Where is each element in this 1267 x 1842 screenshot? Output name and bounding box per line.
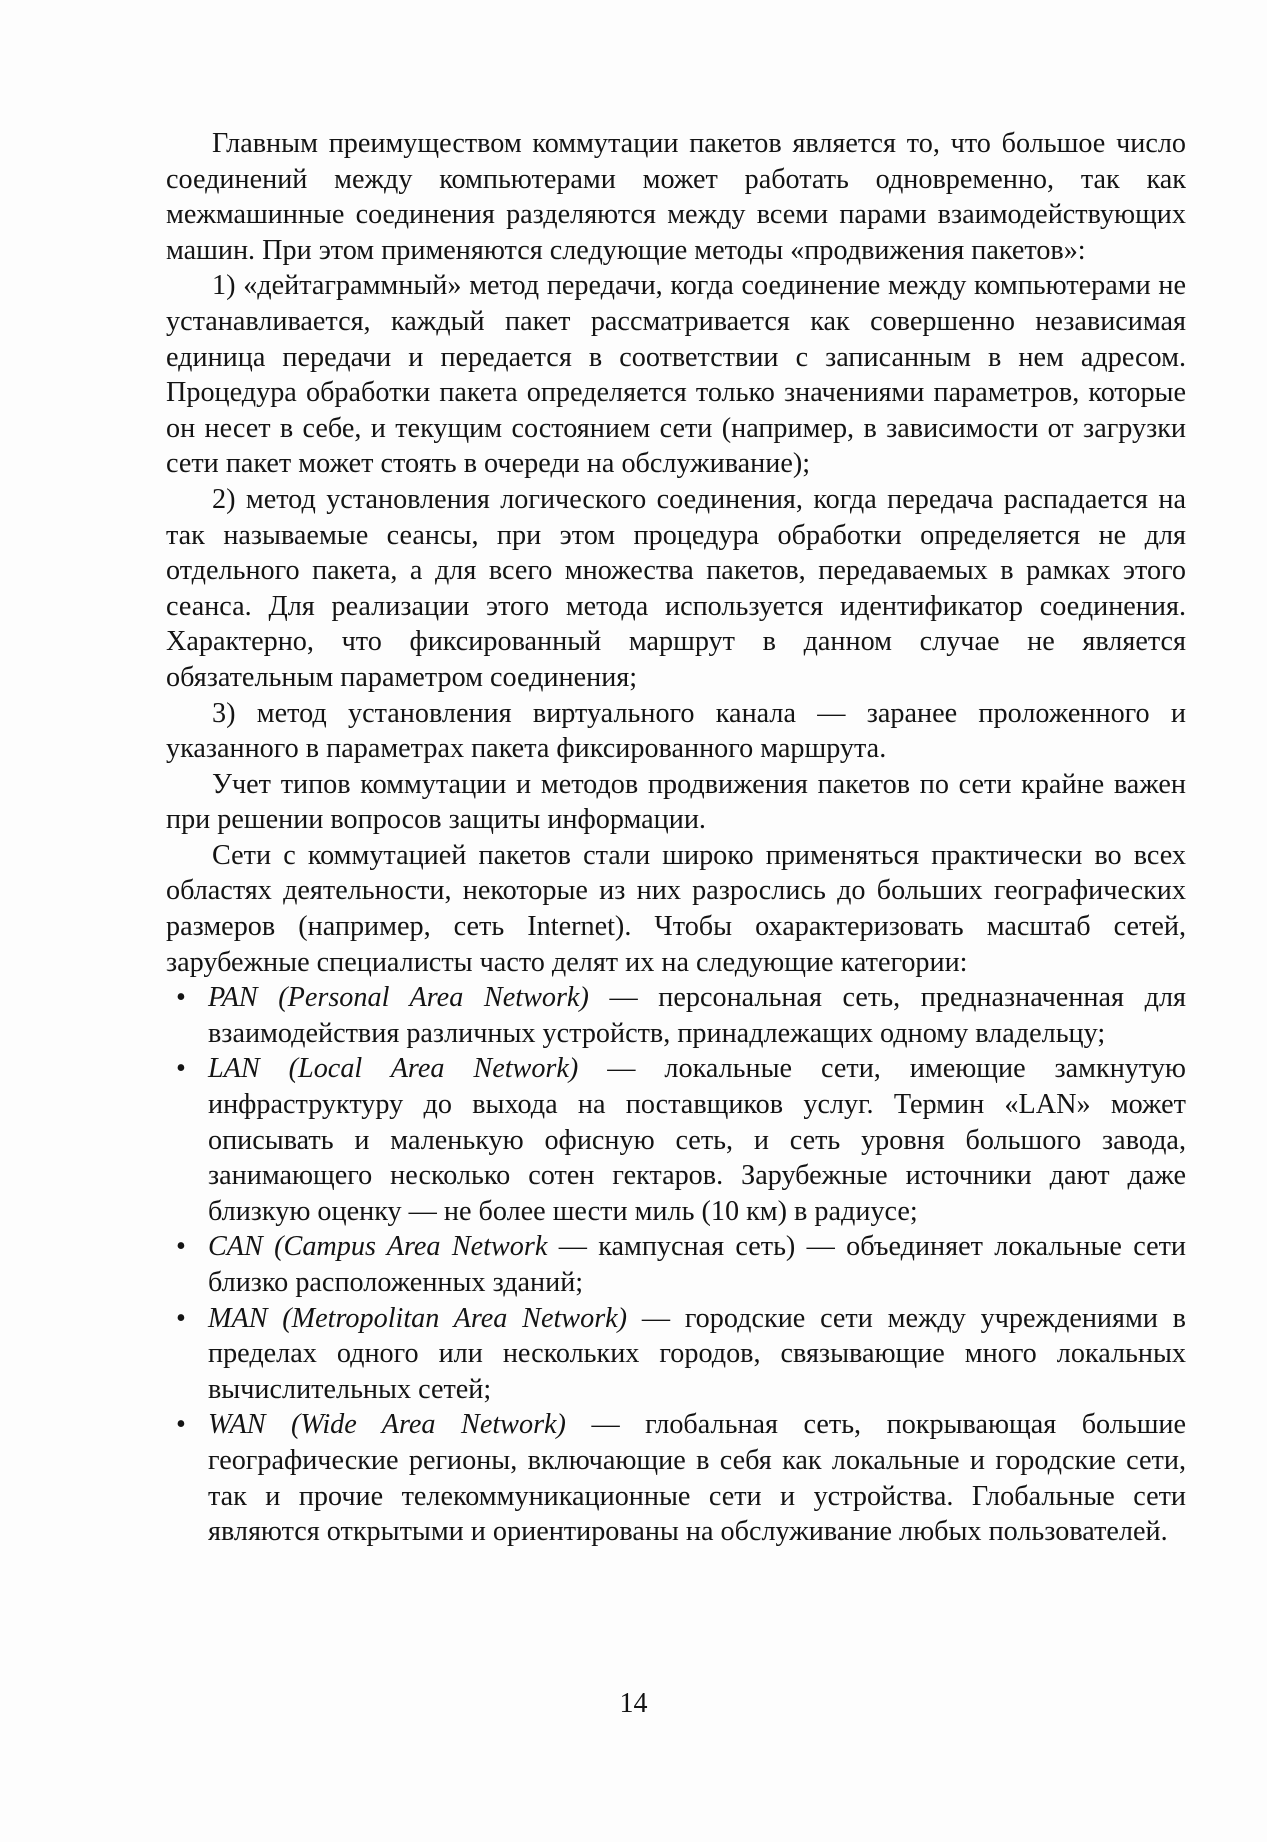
bullet-icon: • <box>176 1302 186 1334</box>
list-item-can <box>166 1229 1186 1300</box>
bullet-icon: • <box>176 1409 186 1441</box>
term-wan: WAN (Wide Area Network) <box>208 1409 566 1441</box>
method-item-2: 2) метод установления логического соединения, когда передача распадается на так называемые сеансы, при этом процедура обработки определяется не для отдельного пакета, а для всего множества пакетов, передаваемых в рамках этого сеанса. Для реализации этого метода используется идентификатор соединения. Характерно, что фиксированный маршрут в данном случае не является обязательным параметром соединения; <box>166 483 1186 693</box>
bullet-icon: • <box>176 1053 186 1085</box>
page-body <box>166 126 1186 1550</box>
term-lan: LAN (Local Area Network) <box>208 1053 579 1085</box>
method-item-1: 1) «дейтаграммный» метод передачи, когда соединение между компьютерами не устанавливается, каждый пакет рассматривается как совершенно независимая единица передачи и передается в соответствии с записанным в нем адресом. Процедура обработки пакета определяется только значениями параметров, которые он несет в себе, и текущим состоянием сети (например, в зависимости от загрузки сети пакет может стоять в очереди на обслуживание); <box>166 270 1186 480</box>
categories-intro-paragraph: Сети с коммутацией пакетов стали широко применяться практически во всех областях деятельности, некоторые из них разрослись до больших географических размеров (например, сеть Internet). Чтобы охарактеризовать масштаб сетей, зарубежные специалисты часто делят их на следующие категории: <box>166 839 1186 978</box>
bullet-icon: • <box>176 982 186 1014</box>
definition-wan: — глобальная сеть, покрывающая большие географические регионы, включающие в себя как локальные и городские сети, так и прочие телекоммуникационные сети и устройства. Глобальные сети являются открытыми и ориентированы на обслуживание любых пользователей. <box>208 1409 1186 1548</box>
term-pan: PAN (Personal Area Network) <box>208 982 589 1014</box>
list-item-lan <box>166 1051 1186 1229</box>
note-paragraph: Учет типов коммутации и методов продвижения пакетов по сети крайне важен при решении вопросов защиты информации. <box>166 768 1186 836</box>
term-man: MAN (Metropolitan Area Network) <box>208 1302 628 1334</box>
term-can: CAN (Campus Area Network <box>208 1231 548 1263</box>
intro-paragraph: Главным преимуществом коммутации пакетов является то, что большое число соединений между компьютерами может работать одновременно, так как межмашинные соединения разделяются между всеми парами взаимодействующих машин. При этом применяются следующие методы «продвижения пакетов»: <box>166 128 1186 266</box>
page-number: 14 <box>619 1688 648 1719</box>
network-categories-list <box>166 980 1186 1550</box>
definition-man: — городские сети между учреждениями в пределах одного или нескольких городов, связывающие много локальных вычислительных сетей; <box>208 1302 1186 1405</box>
definition-pan: — персональная сеть, предназначенная для взаимодействия различных устройств, принадлежащих одному владельцу; <box>208 982 1186 1049</box>
definition-lan: — локальные сети, имеющие замкнутую инфраструктуру до выхода на поставщиков услуг. Термин «LAN» может описывать и маленькую офисную сеть, и сеть уровня большого завода, занимающего несколько сотен гектаров. Зарубежные источники дают даже близкую оценку — не более шести миль (10 км) в радиусе; <box>208 1053 1186 1227</box>
list-item-wan <box>166 1407 1186 1549</box>
list-item-pan <box>166 980 1186 1051</box>
definition-can: — кампусная сеть) — объединяет локальные сети близко расположенных зданий; <box>208 1231 1186 1298</box>
bullet-icon: • <box>176 1231 186 1263</box>
method-item-3: 3) метод установления виртуального канала — заранее проложенного и указанного в параметрах пакета фиксированного маршрута. <box>166 697 1186 765</box>
list-item-man <box>166 1301 1186 1408</box>
